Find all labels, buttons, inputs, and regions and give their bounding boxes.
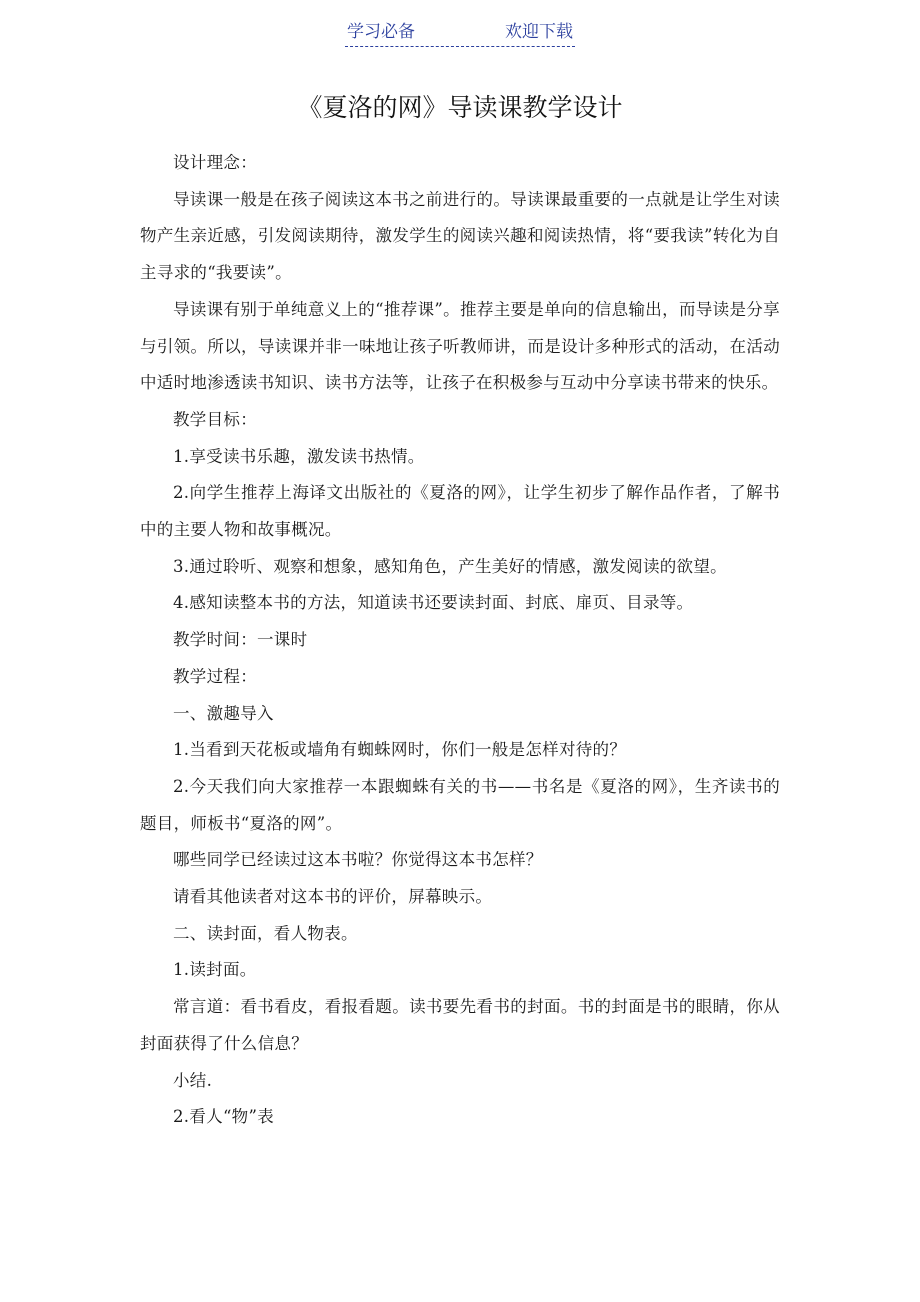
paragraph: 2.今天我们向大家推荐一本跟蜘蛛有关的书——书名是《夏洛的网》，生齐读书的题目，师板书“夏洛的网”。 [140, 776, 780, 833]
paragraph: 4.感知读整本书的方法，知道读书还要读封面、封底、扉页、目录等。 [173, 593, 694, 613]
paragraph: 教学目标： [173, 409, 257, 429]
paragraph: 二、读封面，看人物表。 [173, 923, 358, 943]
paragraph: 设计理念： [173, 153, 257, 172]
paragraph: 教学时间：一课时 [173, 630, 308, 650]
document-body [140, 145, 780, 1136]
header-left-text: 学习必备 [347, 22, 415, 42]
paragraph: 1.读封面。 [173, 960, 257, 980]
document-title: 《夏洛的网》导读课教学设计 [297, 93, 623, 122]
paragraph: 请看其他读者对这本书的评价，屏幕映示。 [173, 887, 493, 907]
paragraph: 教学过程： [173, 666, 257, 686]
paragraph: 1.享受读书乐趣，激发读书热情。 [173, 446, 425, 466]
paragraph: 1.当看到天花板或墙角有蜘蛛网时，你们一般是怎样对待的？ [173, 740, 627, 760]
paragraph: 导读课有别于单纯意义上的“推荐课”。推荐主要是单向的信息输出，而导读是分享与引领。所以，导读课并非一味地让孩子听教师讲，而是设计多种形式的活动，在活动中适时地渗透读书知识、读书方法等，让孩子在积极参与互动中分享读书带来的快乐。 [140, 299, 780, 393]
paragraph: 导读课一般是在孩子阅读这本书之前进行的。导读课最重要的一点就是让学生对读物产生亲近感，引发阅读期待，激发学生的阅读兴趣和阅读热情，将“要我读”转化为自主寻求的“我要读”。 [140, 189, 780, 283]
page-header [345, 20, 575, 47]
paragraph: 2.看人“物”表 [173, 1107, 275, 1127]
paragraph: 2.向学生推荐上海译文出版社的《夏洛的网》，让学生初步了解作品作者，了解书中的主要人物和故事概况。 [140, 483, 780, 540]
paragraph: 小结. [173, 1070, 213, 1090]
paragraph: 常言道：看书看皮，看报看题。读书要先看书的封面。书的封面是书的眼睛，你从封面获得了什么信息？ [140, 997, 780, 1053]
paragraph: 哪些同学已经读过这本书啦？你觉得这本书怎样？ [173, 850, 543, 870]
paragraph: 3.通过聆听、观察和想象，感知角色，产生美好的情感，激发阅读的欲望。 [173, 556, 727, 576]
header-right-text: 欢迎下载 [505, 22, 573, 42]
paragraph: 一、激趣导入 [173, 703, 274, 723]
